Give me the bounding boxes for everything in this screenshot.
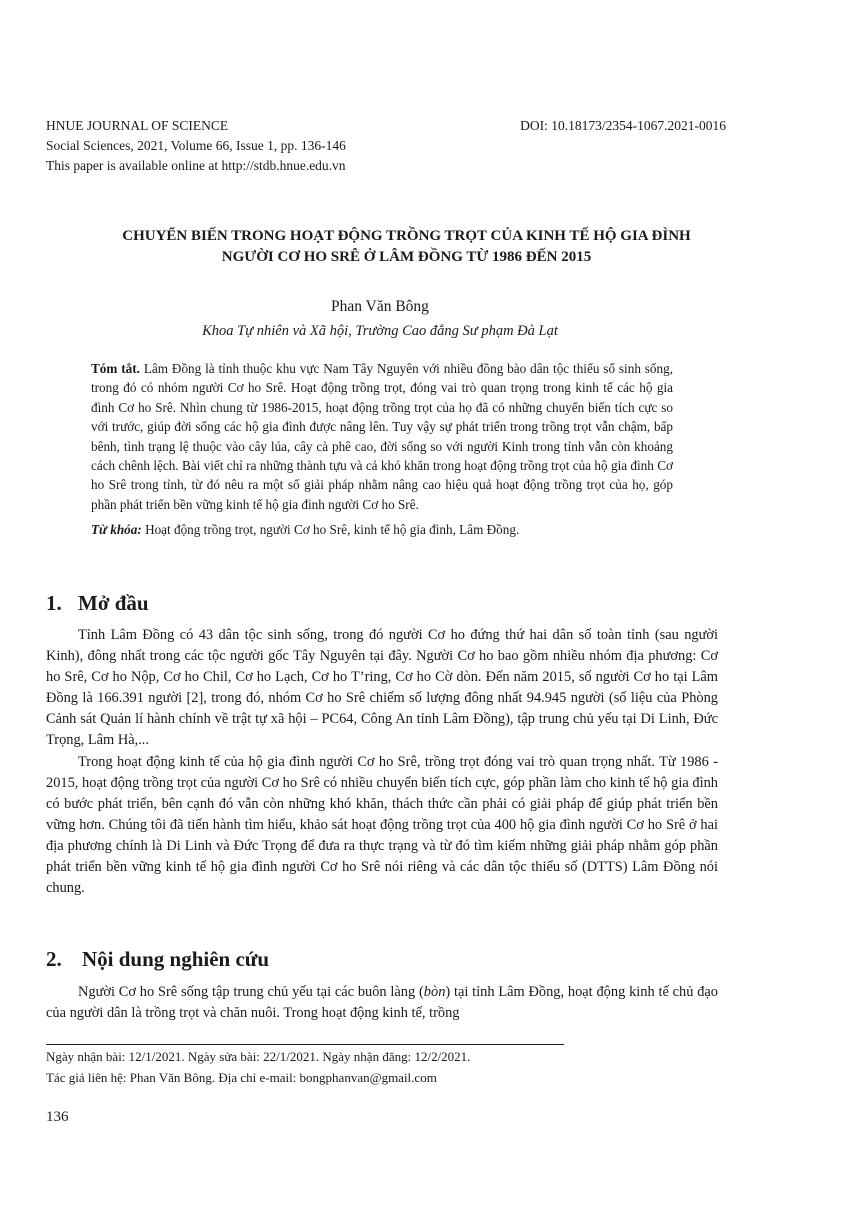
keywords-label: Từ khóa:: [91, 522, 142, 538]
author-affiliation: Khoa Tự nhiên và Xã hội, Trường Cao đẳng Sư phạm Đà Lạt: [202, 323, 558, 339]
doi[interactable]: DOI: 10.18173/2354-1067.2021-0016: [520, 118, 726, 133]
journal-header: [46, 116, 726, 176]
keywords-text: Hoạt động trồng trọt, người Cơ ho Srê, kinh tế hộ gia đình, Lâm Đồng.: [145, 522, 520, 538]
footnote-dates: Ngày nhận bài: 12/1/2021. Ngày sửa bài: 22/1/2021. Ngày nhận đăng: 12/2/2021.: [46, 1049, 471, 1064]
section-2-number: 2.: [46, 947, 62, 971]
paper-title: [40, 226, 773, 268]
section-1-number: 1.: [46, 591, 62, 615]
section-2-heading: [46, 946, 269, 972]
section-2-italic-term: bòn: [423, 984, 446, 1000]
section-1-body: [46, 625, 718, 899]
section-2-title: Nội dung nghiên cứu: [82, 947, 270, 971]
section-2-body: [46, 982, 718, 1024]
section-1-title: Mở đầu: [78, 591, 149, 615]
journal-name: HNUE JOURNAL OF SCIENCE: [46, 118, 229, 133]
footnote-contact: Tác giả liên hệ: Phan Văn Bông. Địa chỉ e-mail: bongphanvan@gmail.com: [46, 1070, 437, 1085]
title-line-2: NGƯỜI CƠ HO SRÊ Ở LÂM ĐỒNG TỪ 1986 ĐẾN 2015: [221, 249, 592, 265]
section-2-text-end: ) tại tỉnh Lâm Đồng, hoạt động kinh tế chủ đạo của người dân là trồng trọt và chăn nuôi. Trong hoạt động kinh tế, trồng: [46, 984, 718, 1021]
abstract-block: [91, 359, 673, 540]
abstract-paragraph: [91, 359, 673, 514]
section-1-paragraph-2: Trong hoạt động kinh tế của hộ gia đình người Cơ ho Srê, trồng trọt đóng vai trò quan trọng nhất. Từ 1986 - 2015, hoạt động trồng trọt của người Cơ ho Srê có nhiều chuyển biến tích cực, góp phần làm cho kinh tế hộ gia đình có bước phát triển, bên cạnh đó vẫn còn những khó khăn, thách thức cần phải có giải pháp để giúp phát triển bền vững hơn. Chúng tôi đã tiến hành tìm hiểu, khảo sát hoạt động trồng trọt của 400 hộ gia đình người Cơ ho Srê ở hai địa phương chính là Di Linh và Đức Trọng để đưa ra thực trạng và từ đó tìm kiếm những giải pháp nhằm góp phần phát triển bền vững kinh tế hộ gia đình người Cơ ho Srê nói riêng và các dân tộc thiểu số (DTTS) Lâm Đồng nói chung.: [46, 754, 718, 896]
keywords-line: [91, 520, 673, 539]
abstract-text: Lâm Đồng là tỉnh thuộc khu vực Nam Tây Nguyên với nhiều đồng bào dân tộc thiểu số sinh sống, trong đó có nhóm người Cơ ho Srê. Hoạt động trồng trọt, đóng vai trò quan trọng trong kinh tế các hộ gia đình Cơ ho Srê. Nhìn chung từ 1986-2015, hoạt động trồng trọt của họ đã có những chuyển biến tích cực so với trước, giúp đời sống các hộ gia đình được nâng lên. Tuy vậy sự phát triển trong trồng trọt vẫn chậm, bấp bênh, tình trạng lệ thuộc vào cây lúa, cây cà phê cao, đời sống so với người Kinh trong tỉnh vẫn còn khoảng cách chênh lệch. Bài viết chỉ ra những thành tựu và cả khó khăn trong hoạt động trồng trọt của hộ gia đình Cơ ho Srê trong tỉnh, từ đó nêu ra một số giải pháp nhằm nâng cao hiệu quả hoạt động trồng trọt của họ, góp phần phát triển bền vững kinh tế hộ gia đình người Cơ ho Srê.: [91, 361, 674, 512]
volume-info: Social Sciences, 2021, Volume 66, Issue 1, pp. 136-146: [46, 138, 346, 153]
author-name: Phan Văn Bông: [331, 298, 429, 315]
footnote-divider: [46, 1044, 564, 1045]
abstract-label: Tóm tắt.: [91, 361, 140, 376]
title-line-1: CHUYỂN BIẾN TRONG HOẠT ĐỘNG TRỒNG TRỌT CỦA KINH TẾ HỘ GIA ĐÌNH: [122, 228, 691, 244]
section-1-heading: [46, 590, 149, 616]
section-2-text-start: Người Cơ ho Srê sống tập trung chủ yếu tại các buôn làng (: [78, 984, 424, 1000]
page-number: 136: [46, 1109, 69, 1125]
availability-note: This paper is available online at http://stdb.hnue.edu.vn: [46, 158, 346, 173]
section-2-paragraph-1: [46, 982, 718, 1024]
section-1-paragraph-1: Tỉnh Lâm Đồng có 43 dân tộc sinh sống, trong đó người Cơ ho đứng thứ hai dân số toàn tỉnh (sau người Kinh), đông nhất trong các tộc người gốc Tây Nguyên tại đây. Người Cơ ho bao gồm nhiều nhóm địa phương: Cơ ho Srê, Cơ ho Nộp, Cơ ho Chil, Cơ ho Lạch, Cơ ho T’ring, Cơ ho Cờ dòn. Đến năm 2015, số người Cơ ho tại Lâm Đồng là 166.391 người [2], trong đó, nhóm Cơ ho Srê chiếm số lượng đông nhất 94.945 người (số liệu của Phòng Cảnh sát Quản lí hành chính về trật tự xã hội – PC64, Công An tỉnh Lâm Đồng), tập trung chủ yếu tại Di Linh, Đức Trọng, Lâm Hà,...: [46, 627, 718, 748]
